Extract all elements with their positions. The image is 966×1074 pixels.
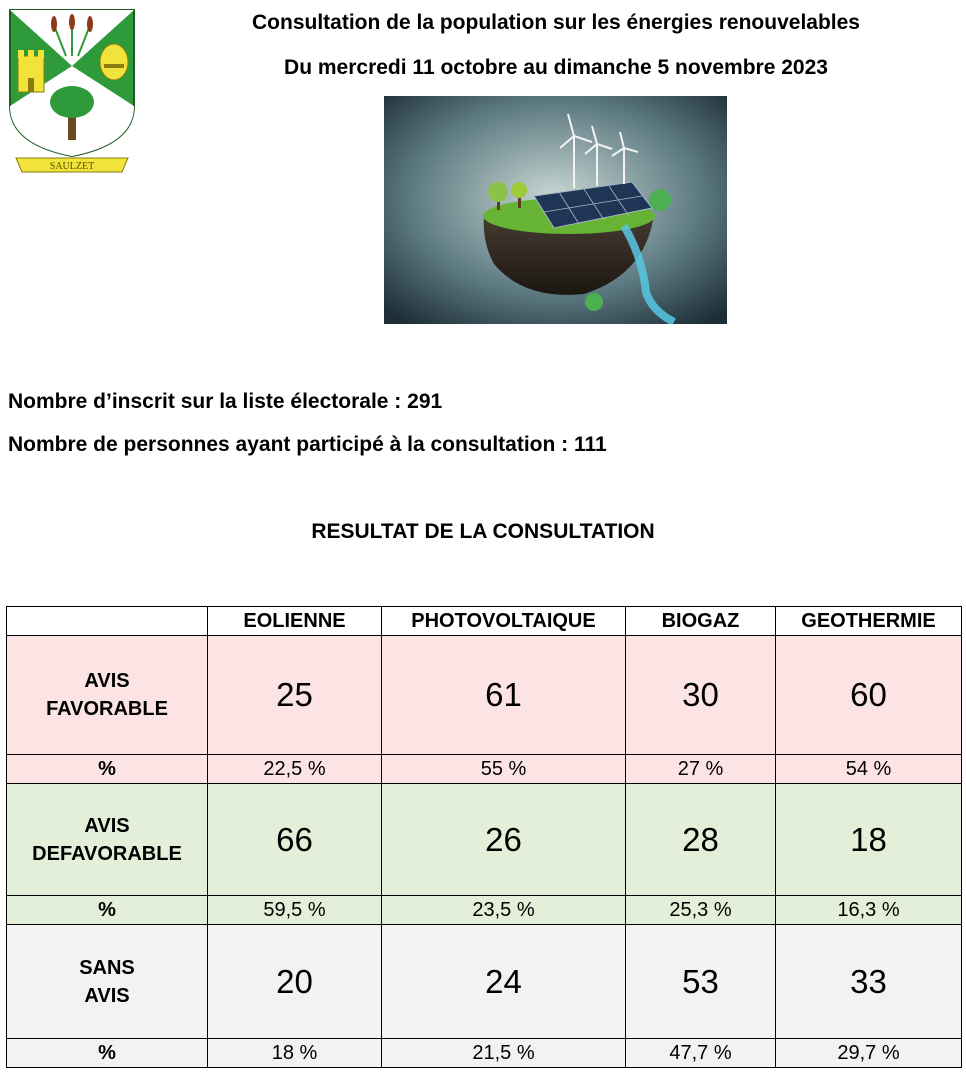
percent-cell: 22,5 % [208,755,382,784]
percent-cell: 47,7 % [626,1039,776,1068]
value-cell: 61 [382,636,626,755]
header-empty-cell [7,607,208,636]
pct-label: % [7,755,208,784]
saulzet-coat-of-arms-logo [6,6,138,178]
logo-banner-text: SAULZET [49,161,95,172]
row-label-line2: AVIS [84,984,130,1007]
value-cell: 20 [208,925,382,1039]
value-cell: 60 [776,636,962,755]
table-header-row [7,607,962,636]
renewable-energy-illustration [384,96,727,324]
table-row-pct-defavorable [7,896,962,925]
row-label-line1: SANS [79,956,135,979]
percent-cell: 21,5 % [382,1039,626,1068]
document-date-range: Du mercredi 11 octobre au dimanche 5 novembre 2023 [284,56,828,79]
column-header-eolienne: EOLIENNE [208,607,382,636]
column-header-photovoltaique: PHOTOVOLTAIQUE [382,607,626,636]
value-cell: 18 [776,784,962,896]
value-cell: 25 [208,636,382,755]
results-heading: RESULTAT DE LA CONSULTATION [311,520,655,543]
value-cell: 26 [382,784,626,896]
column-header-biogaz: BIOGAZ [626,607,776,636]
table-row-pct-favorable [7,755,962,784]
percent-cell: 25,3 % [626,896,776,925]
table-row-pct-sans-avis [7,1039,962,1068]
table-row-avis-defavorable [7,784,962,896]
row-label-avis-defavorable [7,784,208,896]
participants-count: Nombre de personnes ayant participé à la consultation : 111 [8,433,607,456]
percent-cell: 29,7 % [776,1039,962,1068]
row-label-line2: FAVORABLE [46,698,168,720]
column-header-geothermie: GEOTHERMIE [776,607,962,636]
percent-cell: 18 % [208,1039,382,1068]
value-cell: 33 [776,925,962,1039]
row-label-line1: AVIS [84,670,130,692]
document-title: Consultation de la population sur les énergies renouvelables [252,11,860,34]
pct-label: % [7,1039,208,1068]
table-row-sans-avis [7,925,962,1039]
percent-cell: 55 % [382,755,626,784]
registered-voters-count: Nombre d’inscrit sur la liste électorale : 291 [8,390,443,413]
value-cell: 53 [626,925,776,1039]
value-cell: 24 [382,925,626,1039]
results-table [6,606,962,1068]
percent-cell: 23,5 % [382,896,626,925]
percent-cell: 16,3 % [776,896,962,925]
row-label-sans-avis [7,925,208,1039]
percent-cell: 59,5 % [208,896,382,925]
value-cell: 30 [626,636,776,755]
row-label-line2: DEFAVORABLE [32,842,182,865]
percent-cell: 27 % [626,755,776,784]
value-cell: 28 [626,784,776,896]
table-row-avis-favorable [7,636,962,755]
row-label-line1: AVIS [84,814,130,837]
row-label-avis-favorable [7,636,208,755]
pct-label: % [7,896,208,925]
percent-cell: 54 % [776,755,962,784]
value-cell: 66 [208,784,382,896]
